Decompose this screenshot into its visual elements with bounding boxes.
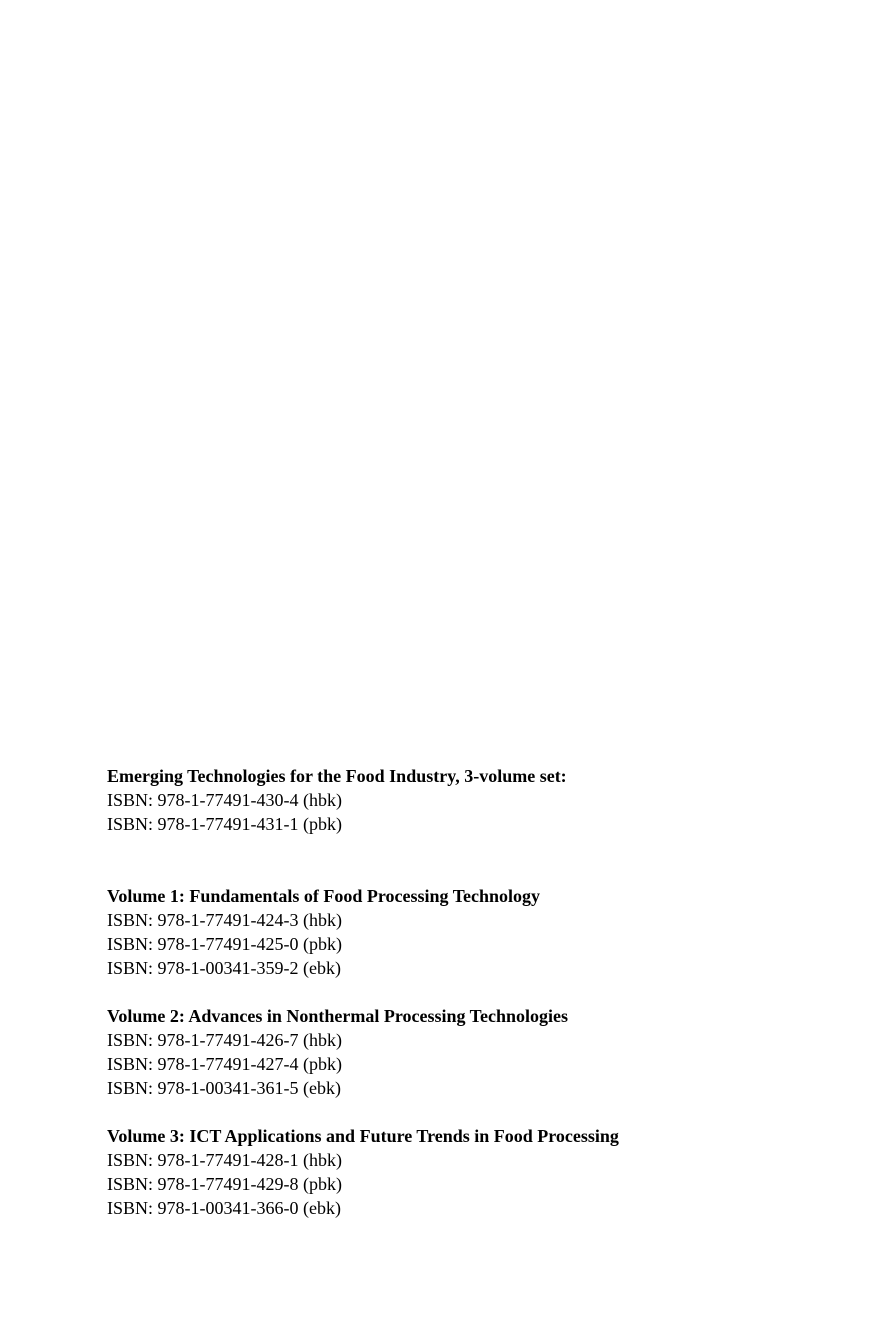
- volume-1-isbn-pbk: ISBN: 978-1-77491-425-0 (pbk): [107, 934, 342, 954]
- set-isbn-group: [107, 764, 807, 836]
- set-isbn-hbk: ISBN: 978-1-77491-430-4 (hbk): [107, 790, 342, 810]
- set-isbn-pbk: ISBN: 978-1-77491-431-1 (pbk): [107, 814, 342, 834]
- volume-3-isbn-hbk: ISBN: 978-1-77491-428-1 (hbk): [107, 1150, 342, 1170]
- volume-2-group: [107, 1004, 807, 1100]
- volume-1-isbn-hbk: ISBN: 978-1-77491-424-3 (hbk): [107, 910, 342, 930]
- volume-3-group: [107, 1124, 807, 1220]
- volume-3-isbn-pbk: ISBN: 978-1-77491-429-8 (pbk): [107, 1174, 342, 1194]
- isbn-listing: [107, 764, 807, 1244]
- volume-2-isbn-hbk: ISBN: 978-1-77491-426-7 (hbk): [107, 1030, 342, 1050]
- volume-1-title: Volume 1: Fundamentals of Food Processing Technology: [107, 886, 541, 906]
- volume-2-isbn-ebk: ISBN: 978-1-00341-361-5 (ebk): [107, 1078, 341, 1098]
- set-title: Emerging Technologies for the Food Industry, 3-volume set:: [107, 766, 567, 786]
- volume-2-isbn-pbk: ISBN: 978-1-77491-427-4 (pbk): [107, 1054, 342, 1074]
- volume-1-group: [107, 884, 807, 980]
- volume-1-isbn-ebk: ISBN: 978-1-00341-359-2 (ebk): [107, 958, 341, 978]
- volume-2-title: Volume 2: Advances in Nonthermal Processing Technologies: [107, 1006, 569, 1026]
- volume-3-isbn-ebk: ISBN: 978-1-00341-366-0 (ebk): [107, 1198, 341, 1218]
- volume-3-title: Volume 3: ICT Applications and Future Trends in Food Processing: [107, 1126, 619, 1146]
